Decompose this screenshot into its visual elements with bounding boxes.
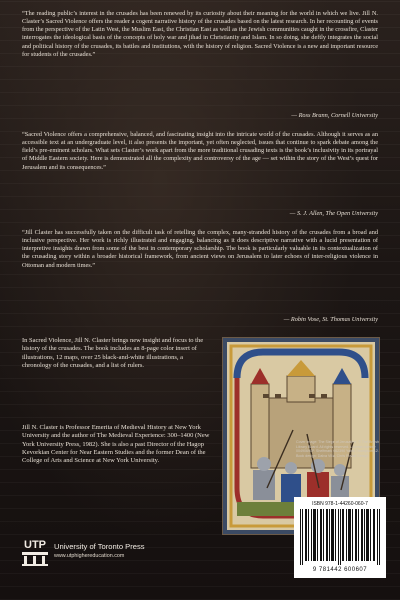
utp-logo-text: UTP [24, 539, 46, 551]
utp-logo-icon [20, 534, 50, 566]
praise-attribution-2: — S. J. Allen, The Open University [289, 210, 378, 217]
cover-image-credits: Cover image: The Siege of Jerusalem. © The British Library Board. All rights reserved. License number 00490690P. Shelfmark 062390 Yates Thompson 12. Book design: Dalva Villa, Chris Rowat Design [296, 440, 380, 458]
praise-quote-3: “Jill Claster has successfully taken on the difficult task of retelling the complex, many-stranded history of the crusades from a broad and inclusive perspective. Her work is richly illustrated and engaging, balancing as it does descriptive narrative with a lucid presentation of interpretive insights drawn from some of the best in contemporary scholarship. The book is particularly valuable in its contextualization of the crusading story within a broader historical framework, from ancient views on Jerusalem to later echoes of inter-religious violence in Ottoman and modern times.” [22, 229, 378, 269]
praise-quote-1: “The reading public’s interest in the crusades has been renewed by its curiosity about their meaning for the world in which we live. Jill N. Claster’s Sacred Violence offers the reader a cogent narrative history of the crusades based on the latest research. In her recounting of events from the perspective of the Latin West, the Muslim East, the Christian East as well as the Jewish communities caught in the crossfire, Claster interrogates the ideological basis of the concepts of holy war and jihad in Christianity and Islam. In so doing, she deftly integrates the social and political history of the crusades, its battles and institutions, with the history of religion. Sacred Violence is a new and important resource for students of the crusades.” [22, 10, 378, 58]
publisher-url[interactable]: www.utphighereducation.com [54, 553, 125, 559]
praise-quote-2: “Sacred Violence offers a comprehensive, balanced, and fascinating insight into the intricate world of the crusades. Although it serves as an accessible text at an undergraduate level, it also presents the important, yet often neglected, issues that continue to spark debate among the field’s pre-eminent scholars. What sets Claster’s work apart from the more traditional crusading texts is the book’s inclusivity in its portrayal of Middle Eastern society. Here is demonstrated all the complexity and controversy of the age — set within the story of the West’s quest for Jerusalem and its consequences.” [22, 131, 378, 171]
praise-attribution-3: — Robin Vose, St. Thomas University [283, 316, 378, 323]
publisher-name: University of Toronto Press [54, 542, 145, 551]
book-description: In Sacred Violence, Jill N. Claster brings new insight and focus to the history of the crusades. The book includes an 8-page color insert of illustrations, 12 maps, over 25 black-and-white illustrations, a chronology of the crusades, and a list of rulers. [22, 337, 204, 369]
isbn-digits: 9 781442 600607 [312, 567, 368, 573]
barcode-bars [300, 509, 380, 565]
isbn-barcode [294, 497, 386, 578]
praise-attribution-1: — Ross Brann, Cornell University [291, 112, 378, 119]
author-bio: Jill N. Claster is Professor Emerita of Medieval History at New York University and the author of The Medieval Experience: 300–1400 (New York University Press, 1982). She is also a past Director of the Hagop Kevorkian Center for Near Eastern Studies and the former Dean of the College of Arts and Science at New York University. [22, 424, 210, 465]
isbn-label: ISBN 978-1-44260-060-7 [312, 501, 368, 507]
